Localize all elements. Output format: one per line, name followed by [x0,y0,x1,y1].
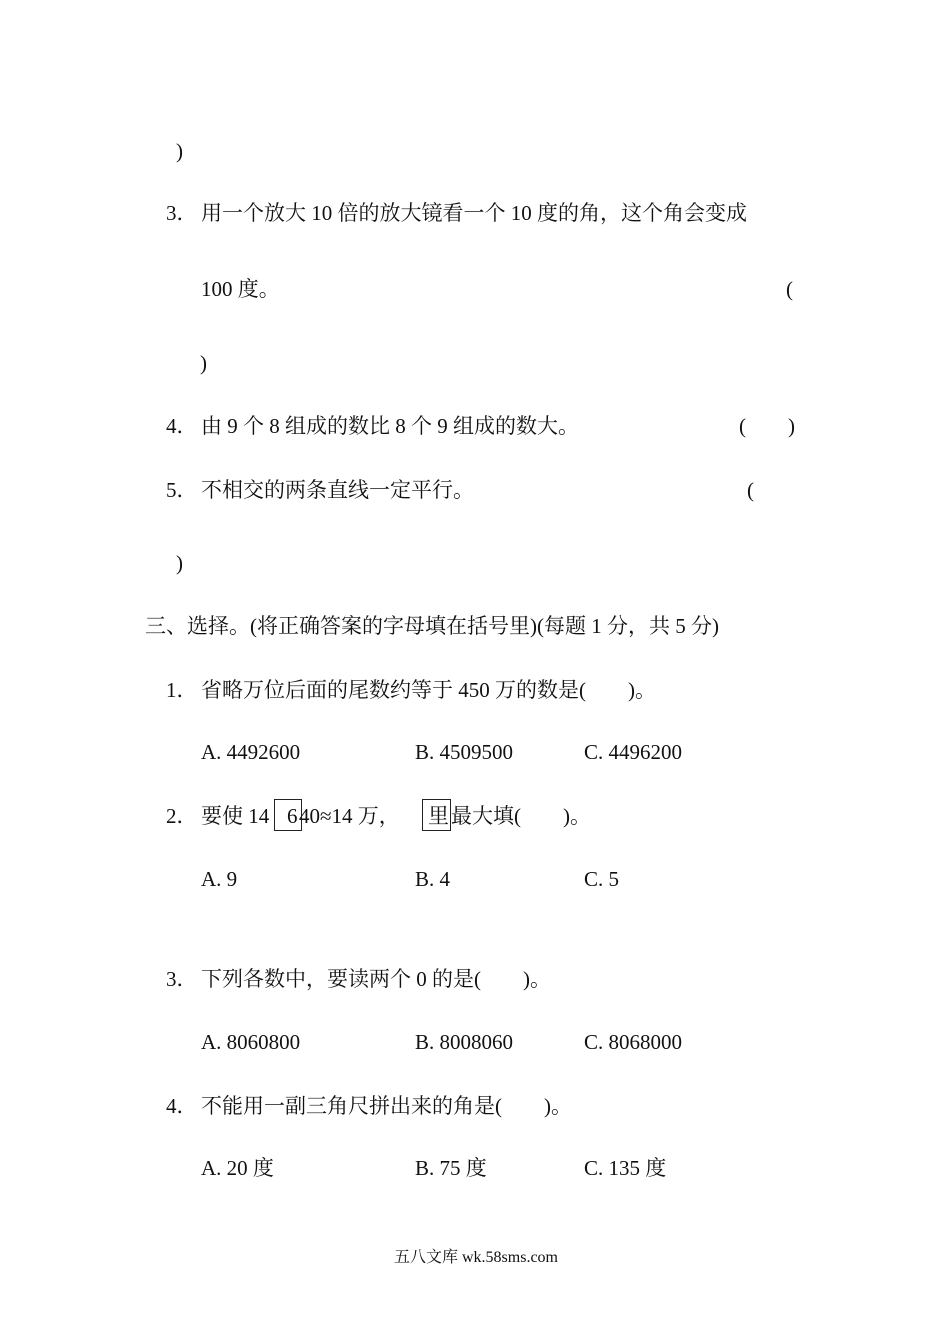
choice-q3-text: 下列各数中，要读两个 0 的是( )。 [201,967,551,991]
choice-q4-option-c: C. 135 度 [584,1156,667,1180]
judge-q4-answer-paren: ( ) [739,414,795,438]
choice-q3-option-a: A. 8060800 [201,1030,301,1054]
judge-q4-number: 4． [166,414,198,438]
judge-q4-text: 由 9 个 8 组成的数比 8 个 9 组成的数大。 [201,414,579,438]
judge-q3-paren-open: ( [786,277,793,301]
choice-q4-number: 4． [166,1094,198,1118]
choice-q2-option-a: A. 9 [201,867,238,891]
choice-q3-option-b: B. 8008060 [415,1030,514,1054]
judge-q5-text: 不相交的两条直线一定平行。 [201,478,474,502]
choice-q2-text-post: 最大填( )。 [451,804,591,828]
judge-q2-close-paren: ) [176,139,183,163]
choice-q4-option-b: B. 75 度 [415,1156,487,1180]
choice-q1-number: 1． [166,678,198,702]
choice-q1-option-c: C. 4496200 [584,740,683,764]
choice-q2-text-pre: 要使 14 [201,804,270,828]
choice-q2-box-digit: 6 [287,804,298,828]
judge-q3-text-line2: 100 度。 [201,277,280,301]
judge-q3-paren-close: ) [200,351,207,375]
choice-q2-number: 2． [166,804,198,828]
choice-q4-option-a: A. 20 度 [201,1156,274,1180]
judge-q5-paren-open: ( [747,478,754,502]
choice-q1-option-b: B. 4509500 [415,740,514,764]
judge-q5-paren-close: ) [176,551,183,575]
judge-q3-number: 3． [166,201,198,225]
choice-q2-option-b: B. 4 [415,867,451,891]
choice-q3-number: 3． [166,967,198,991]
judge-q3-text-line1: 用一个放大 10 倍的放大镜看一个 10 度的角，这个角会变成 [201,201,747,225]
judge-q5-number: 5． [166,478,198,502]
choice-q1-option-a: A. 4492600 [201,740,301,764]
choice-q3-option-c: C. 8068000 [584,1030,683,1054]
choice-q2-text-mid: 40≈14 万， [299,804,400,828]
choice-q2-box-char: 里 [428,804,449,828]
choice-q1-text: 省略万位后面的尾数约等于 450 万的数是( )。 [201,678,656,702]
choice-q2-option-c: C. 5 [584,867,620,891]
page-footer: 五八文库 wk.58sms.com [394,1249,559,1266]
section3-heading: 三、选择。(将正确答案的字母填在括号里)(每题 1 分，共 5 分) [145,614,719,638]
choice-q4-text: 不能用一副三角尺拼出来的角是( )。 [201,1094,572,1118]
